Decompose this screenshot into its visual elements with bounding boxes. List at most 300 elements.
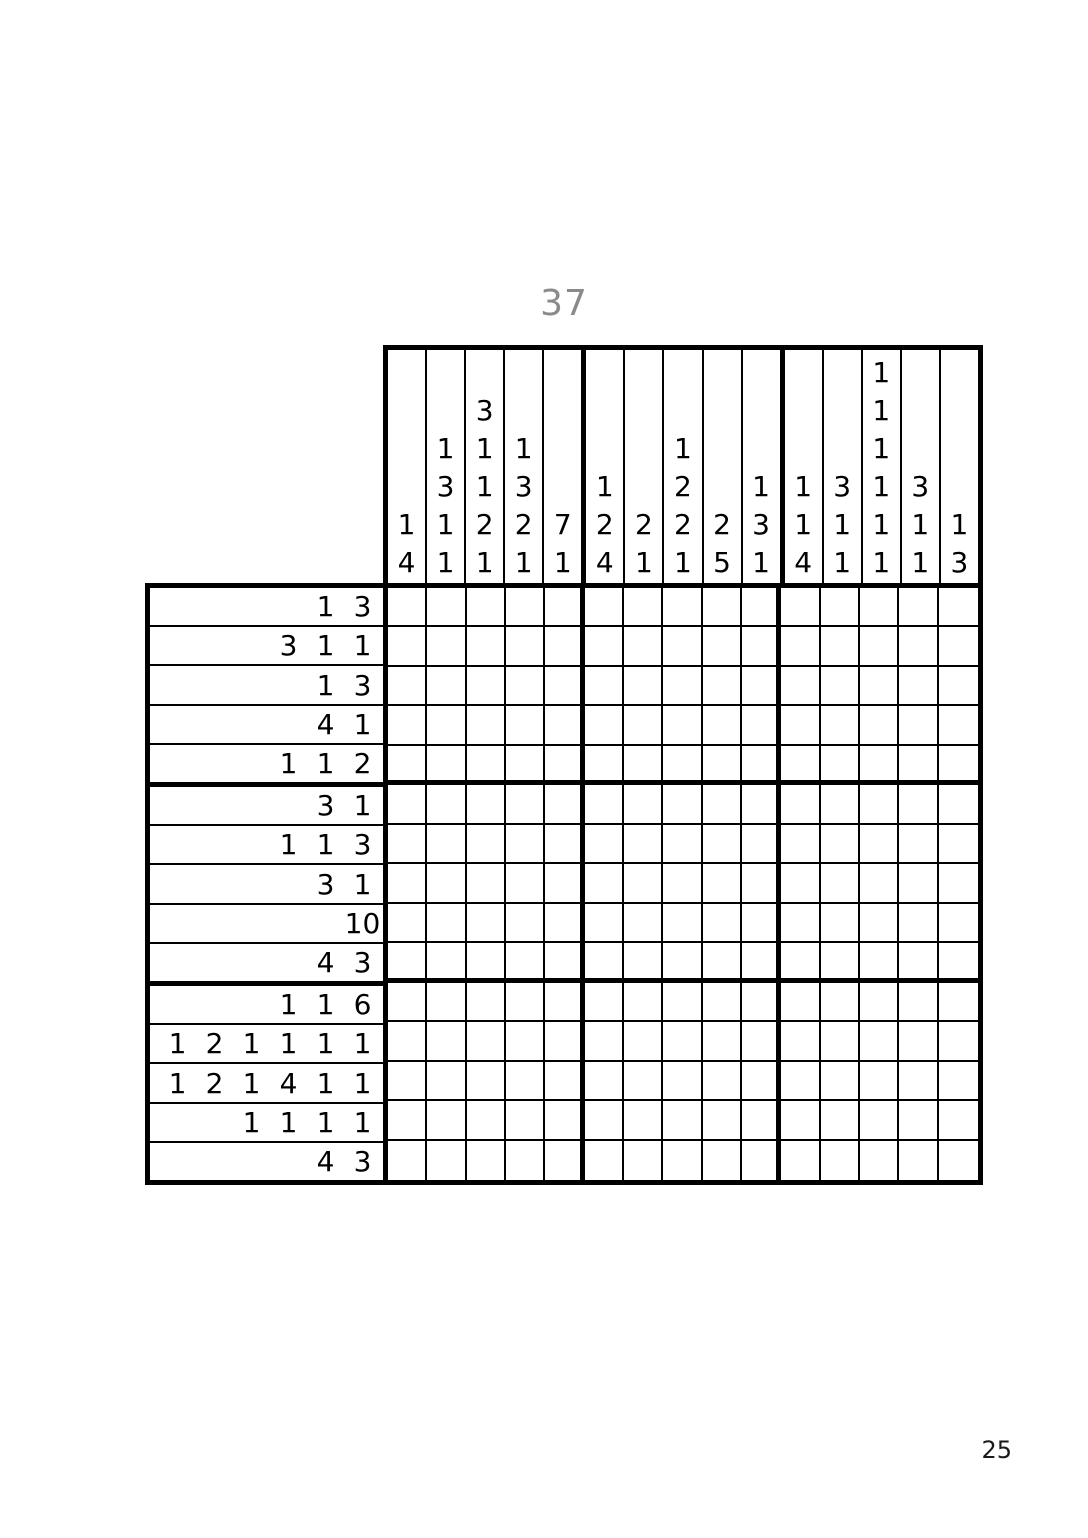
col-clue-number: 3 [833, 470, 852, 503]
grid-cell[interactable] [703, 983, 742, 1022]
grid-cell[interactable] [742, 785, 781, 824]
grid-cell[interactable] [663, 825, 702, 864]
grid-cell[interactable] [939, 746, 978, 785]
grid-cell[interactable] [585, 785, 624, 824]
grid-cell[interactable] [545, 983, 584, 1022]
grid-cell[interactable] [663, 904, 702, 943]
grid-cell[interactable] [467, 943, 506, 982]
grid-cell[interactable] [585, 1101, 624, 1140]
grid-cell[interactable] [663, 943, 702, 982]
row-clue-number: 1 [316, 668, 335, 702]
column-clue [902, 350, 941, 583]
grid-cell[interactable] [506, 785, 545, 824]
grid-cell[interactable] [899, 667, 938, 706]
col-clue-number: 1 [872, 356, 891, 389]
col-clue-number: 1 [833, 546, 852, 579]
grid-cell[interactable] [545, 943, 584, 982]
grid-cell[interactable] [899, 746, 938, 785]
grid-cell[interactable] [821, 943, 860, 982]
grid-cell[interactable] [585, 667, 624, 706]
grid-cell[interactable] [388, 904, 427, 943]
grid-cell[interactable] [821, 904, 860, 943]
grid-cell[interactable] [624, 1141, 663, 1180]
col-clue-number: 2 [674, 508, 692, 541]
grid-cell[interactable] [939, 706, 978, 745]
grid-cell[interactable] [467, 1022, 506, 1061]
grid-cell[interactable] [781, 667, 820, 706]
grid-cell[interactable] [742, 983, 781, 1022]
row-clue-number: 1 [242, 1066, 261, 1100]
grid-cell[interactable] [703, 627, 742, 666]
grid-cell[interactable] [427, 943, 466, 982]
grid-cell[interactable] [545, 785, 584, 824]
row-clue [150, 1143, 383, 1180]
grid-cell[interactable] [624, 983, 663, 1022]
grid-cell[interactable] [939, 1062, 978, 1101]
grid-cell[interactable] [506, 706, 545, 745]
row-clue [150, 588, 383, 627]
grid-cell[interactable] [781, 983, 820, 1022]
grid-cell[interactable] [742, 1101, 781, 1140]
grid-cell[interactable] [427, 864, 466, 903]
grid-cell[interactable] [899, 1062, 938, 1101]
grid-cell[interactable] [939, 1141, 978, 1180]
grid-cell[interactable] [388, 825, 427, 864]
row-clue-number: 1 [353, 789, 372, 823]
grid-cell[interactable] [860, 588, 899, 627]
column-clue [824, 350, 863, 583]
grid-cell[interactable] [388, 588, 427, 627]
grid-cell[interactable] [427, 667, 466, 706]
row-clue-number: 3 [279, 629, 298, 663]
grid-cell[interactable] [821, 864, 860, 903]
grid-cell[interactable] [860, 1141, 899, 1180]
grid-cell[interactable] [663, 1062, 702, 1101]
grid-cell[interactable] [939, 904, 978, 943]
grid-cell[interactable] [703, 1022, 742, 1061]
grid-cell[interactable] [585, 825, 624, 864]
grid-cell[interactable] [781, 706, 820, 745]
col-clue-number: 1 [911, 546, 930, 579]
grid-cell[interactable] [663, 1141, 702, 1180]
column-clue [664, 350, 703, 583]
grid-cell[interactable] [663, 864, 702, 903]
grid-cell[interactable] [899, 943, 938, 982]
row-clue-number: 2 [205, 1027, 224, 1061]
grid-cell[interactable] [781, 785, 820, 824]
grid-cell[interactable] [781, 904, 820, 943]
grid-cell[interactable] [742, 667, 781, 706]
grid-cell[interactable] [467, 864, 506, 903]
grid-cell[interactable] [703, 825, 742, 864]
grid-cell[interactable] [545, 864, 584, 903]
column-clue [743, 350, 785, 583]
col-clue-number: 4 [794, 546, 813, 579]
grid-cell[interactable] [467, 983, 506, 1022]
grid-cell[interactable] [585, 904, 624, 943]
grid-cell[interactable] [427, 983, 466, 1022]
grid-cell[interactable] [388, 1062, 427, 1101]
grid-cell[interactable] [545, 706, 584, 745]
grid-cell[interactable] [899, 825, 938, 864]
grid-cell[interactable] [939, 825, 978, 864]
grid-cell[interactable] [663, 588, 702, 627]
row-clue-number: 3 [353, 828, 372, 862]
col-clue-number: 1 [833, 508, 852, 541]
grid-cell[interactable] [821, 1141, 860, 1180]
row-clue-number: 4 [316, 1144, 335, 1178]
col-clue-number: 1 [475, 546, 494, 579]
row-clue-number: 1 [316, 1066, 335, 1100]
grid-cell[interactable] [585, 627, 624, 666]
grid-cell[interactable] [545, 667, 584, 706]
grid-cell[interactable] [624, 1062, 663, 1101]
grid-cell[interactable] [860, 904, 899, 943]
grid-cell[interactable] [467, 667, 506, 706]
grid-cell[interactable] [663, 746, 702, 785]
grid-cell[interactable] [939, 983, 978, 1022]
grid-cell[interactable] [781, 943, 820, 982]
grid-cell[interactable] [427, 1062, 466, 1101]
col-clue-number: 5 [713, 546, 731, 579]
grid-cell[interactable] [545, 1062, 584, 1101]
col-clue-number: 1 [436, 508, 455, 541]
grid-cell[interactable] [427, 746, 466, 785]
row-clue-number: 1 [316, 828, 335, 862]
row-clue-number: 6 [353, 988, 372, 1022]
col-clue-number: 3 [950, 546, 969, 579]
row-clue-number: 1 [353, 1105, 372, 1139]
grid-cell[interactable] [545, 588, 584, 627]
grid-cell[interactable] [624, 667, 663, 706]
grid-cell[interactable] [624, 904, 663, 943]
grid-cell[interactable] [821, 667, 860, 706]
grid-cell[interactable] [860, 825, 899, 864]
row-clue [150, 1064, 383, 1103]
col-clue-number: 1 [514, 546, 533, 579]
grid-cell[interactable] [506, 1022, 545, 1061]
grid-cell[interactable] [899, 1101, 938, 1140]
col-clue-number: 1 [397, 508, 416, 541]
grid-cell[interactable] [939, 1101, 978, 1140]
grid-cell[interactable] [427, 627, 466, 666]
grid-cell[interactable] [939, 627, 978, 666]
grid-cell[interactable] [467, 588, 506, 627]
column-clue [427, 350, 466, 583]
grid-cell[interactable] [663, 785, 702, 824]
row-clue-number: 1 [316, 629, 335, 663]
grid-cell[interactable] [545, 1101, 584, 1140]
grid-cell[interactable] [703, 864, 742, 903]
grid-cell[interactable] [506, 1101, 545, 1140]
grid-cell[interactable] [506, 825, 545, 864]
grid-cell[interactable] [545, 746, 584, 785]
row-clue [150, 787, 383, 826]
row-clue-number: 1 [316, 590, 335, 624]
puzzle-grid [383, 583, 983, 1185]
grid-cell[interactable] [506, 904, 545, 943]
grid-cell[interactable] [467, 1062, 506, 1101]
grid-cell[interactable] [663, 983, 702, 1022]
column-clue [388, 350, 427, 583]
grid-cell[interactable] [506, 1062, 545, 1101]
row-clue-number: 3 [353, 945, 372, 979]
grid-cell[interactable] [663, 1101, 702, 1140]
grid-cell[interactable] [899, 983, 938, 1022]
grid-cell[interactable] [585, 943, 624, 982]
grid-cell[interactable] [703, 785, 742, 824]
col-clue-number: 1 [475, 432, 494, 465]
grid-cell[interactable] [388, 746, 427, 785]
row-clue-number: 3 [316, 867, 335, 901]
grid-cell[interactable] [781, 746, 820, 785]
grid-cell[interactable] [821, 1062, 860, 1101]
grid-cell[interactable] [860, 785, 899, 824]
grid-cell[interactable] [624, 785, 663, 824]
grid-cell[interactable] [939, 943, 978, 982]
grid-cell[interactable] [742, 1141, 781, 1180]
row-clue-number: 1 [353, 707, 372, 741]
col-clue-number: 1 [872, 432, 891, 465]
grid-cell[interactable] [860, 746, 899, 785]
grid-cell[interactable] [742, 864, 781, 903]
grid-cell[interactable] [899, 706, 938, 745]
grid-cell[interactable] [427, 1141, 466, 1180]
grid-cell[interactable] [585, 864, 624, 903]
grid-cell[interactable] [899, 785, 938, 824]
grid-cell[interactable] [585, 1022, 624, 1061]
grid-cell[interactable] [781, 1141, 820, 1180]
grid-cell[interactable] [703, 1101, 742, 1140]
col-clue-number: 1 [595, 470, 614, 503]
col-clue-number: 7 [553, 508, 572, 541]
grid-cell[interactable] [939, 667, 978, 706]
grid-cell[interactable] [506, 667, 545, 706]
grid-cell[interactable] [585, 746, 624, 785]
grid-cell[interactable] [388, 785, 427, 824]
row-clue-number: 1 [316, 1027, 335, 1061]
grid-cell[interactable] [624, 825, 663, 864]
col-clue-number: 1 [794, 508, 813, 541]
grid-cell[interactable] [899, 1022, 938, 1061]
row-clue-number: 3 [353, 1144, 372, 1178]
grid-cell[interactable] [742, 825, 781, 864]
grid-cell[interactable] [742, 706, 781, 745]
grid-cell[interactable] [388, 943, 427, 982]
grid-cell[interactable] [506, 1141, 545, 1180]
grid-cell[interactable] [624, 746, 663, 785]
row-clue-number: 1 [279, 746, 298, 780]
grid-cell[interactable] [585, 983, 624, 1022]
row-clue-number: 1 [279, 1027, 298, 1061]
grid-cell[interactable] [781, 588, 820, 627]
grid-cell[interactable] [663, 627, 702, 666]
col-clue-number: 3 [514, 470, 533, 503]
grid-cell[interactable] [427, 706, 466, 745]
grid-cell[interactable] [388, 1022, 427, 1061]
grid-cell[interactable] [427, 588, 466, 627]
grid-cell[interactable] [388, 983, 427, 1022]
grid-cell[interactable] [427, 785, 466, 824]
grid-cell[interactable] [624, 706, 663, 745]
grid-cell[interactable] [742, 904, 781, 943]
grid-cell[interactable] [781, 627, 820, 666]
grid-cell[interactable] [781, 864, 820, 903]
grid-cell[interactable] [427, 825, 466, 864]
grid-cell[interactable] [545, 627, 584, 666]
grid-cell[interactable] [467, 746, 506, 785]
grid-cell[interactable] [624, 864, 663, 903]
col-clue-number: 2 [634, 508, 653, 541]
grid-cell[interactable] [742, 943, 781, 982]
row-clue-number: 1 [279, 1105, 298, 1139]
grid-cell[interactable] [388, 627, 427, 666]
grid-cell[interactable] [427, 1022, 466, 1061]
row-clue [150, 905, 383, 944]
grid-cell[interactable] [506, 983, 545, 1022]
col-clue-number: 2 [514, 508, 533, 541]
grid-cell[interactable] [467, 825, 506, 864]
grid-cell[interactable] [467, 706, 506, 745]
grid-cell[interactable] [860, 983, 899, 1022]
grid-cell[interactable] [703, 588, 742, 627]
grid-cell[interactable] [388, 667, 427, 706]
grid-cell[interactable] [703, 904, 742, 943]
grid-cell[interactable] [703, 943, 742, 982]
grid-cell[interactable] [821, 627, 860, 666]
grid-cell[interactable] [427, 1101, 466, 1140]
grid-cell[interactable] [939, 864, 978, 903]
grid-cell[interactable] [467, 785, 506, 824]
grid-cell[interactable] [939, 785, 978, 824]
grid-cell[interactable] [506, 627, 545, 666]
grid-cell[interactable] [703, 667, 742, 706]
row-clue-number: 1 [353, 867, 372, 901]
col-clue-number: 1 [553, 546, 572, 579]
grid-cell[interactable] [427, 904, 466, 943]
grid-cell[interactable] [663, 1022, 702, 1061]
grid-cell[interactable] [860, 1062, 899, 1101]
grid-cell[interactable] [821, 785, 860, 824]
grid-cell[interactable] [467, 1101, 506, 1140]
grid-cell[interactable] [860, 943, 899, 982]
grid-cell[interactable] [742, 1022, 781, 1061]
grid-cell[interactable] [585, 588, 624, 627]
grid-cell[interactable] [388, 864, 427, 903]
grid-cell[interactable] [821, 983, 860, 1022]
grid-cell[interactable] [388, 1101, 427, 1140]
grid-cell[interactable] [781, 1101, 820, 1140]
grid-cell[interactable] [703, 1062, 742, 1101]
grid-cell[interactable] [545, 904, 584, 943]
grid-cell[interactable] [939, 1022, 978, 1061]
grid-cell[interactable] [781, 1022, 820, 1061]
row-clue [150, 1025, 383, 1064]
grid-cell[interactable] [821, 1101, 860, 1140]
grid-cell[interactable] [742, 627, 781, 666]
col-clue-number: 3 [911, 470, 930, 503]
row-clue-number: 1 [168, 1027, 187, 1061]
grid-cell[interactable] [506, 746, 545, 785]
grid-cell[interactable] [821, 1022, 860, 1061]
grid-cell[interactable] [899, 904, 938, 943]
row-clue-number: 1 [279, 988, 298, 1022]
grid-cell[interactable] [506, 588, 545, 627]
grid-cell[interactable] [742, 746, 781, 785]
grid-cell[interactable] [624, 1101, 663, 1140]
grid-cell[interactable] [860, 1022, 899, 1061]
grid-cell[interactable] [821, 746, 860, 785]
grid-cell[interactable] [545, 1141, 584, 1180]
grid-cell[interactable] [388, 1141, 427, 1180]
grid-cell[interactable] [860, 627, 899, 666]
col-clue-number: 3 [752, 508, 770, 541]
grid-cell[interactable] [506, 943, 545, 982]
grid-cell[interactable] [860, 706, 899, 745]
grid-cell[interactable] [899, 864, 938, 903]
grid-cell[interactable] [663, 706, 702, 745]
grid-cell[interactable] [899, 588, 938, 627]
grid-cell[interactable] [624, 943, 663, 982]
grid-cell[interactable] [545, 1022, 584, 1061]
grid-cell[interactable] [821, 588, 860, 627]
grid-cell[interactable] [860, 1101, 899, 1140]
grid-cell[interactable] [545, 825, 584, 864]
row-clue [150, 745, 383, 787]
grid-cell[interactable] [585, 706, 624, 745]
row-clue-number: 1 [242, 1027, 261, 1061]
grid-cell[interactable] [939, 588, 978, 627]
grid-cell[interactable] [506, 864, 545, 903]
grid-cell[interactable] [860, 667, 899, 706]
grid-cell[interactable] [663, 667, 702, 706]
column-clue [785, 350, 824, 583]
col-clue-number: 1 [674, 546, 692, 579]
col-clue-number: 1 [950, 508, 969, 541]
grid-cell[interactable] [781, 1062, 820, 1101]
col-clue-number: 1 [794, 470, 813, 503]
grid-cell[interactable] [388, 706, 427, 745]
grid-cell[interactable] [781, 825, 820, 864]
grid-cell[interactable] [703, 746, 742, 785]
grid-cell[interactable] [624, 588, 663, 627]
row-clue-number: 1 [168, 1066, 187, 1100]
grid-cell[interactable] [821, 825, 860, 864]
grid-cell[interactable] [467, 1141, 506, 1180]
col-clue-number: 1 [872, 546, 891, 579]
col-clue-number: 3 [475, 394, 494, 427]
grid-cell[interactable] [467, 627, 506, 666]
grid-cell[interactable] [467, 904, 506, 943]
page-number: 25 [981, 1436, 1012, 1464]
column-clue [941, 350, 978, 583]
grid-cell[interactable] [742, 588, 781, 627]
grid-cell[interactable] [860, 864, 899, 903]
grid-cell[interactable] [703, 706, 742, 745]
grid-cell[interactable] [899, 1141, 938, 1180]
grid-cell[interactable] [742, 1062, 781, 1101]
column-clue [863, 350, 902, 583]
col-clue-number: 1 [674, 432, 692, 465]
grid-cell[interactable] [899, 627, 938, 666]
grid-cell[interactable] [585, 1141, 624, 1180]
grid-cell[interactable] [585, 1062, 624, 1101]
grid-cell[interactable] [624, 627, 663, 666]
column-clues-panel [383, 345, 983, 583]
grid-cell[interactable] [703, 1141, 742, 1180]
grid-cell[interactable] [624, 1022, 663, 1061]
grid-cell[interactable] [821, 706, 860, 745]
